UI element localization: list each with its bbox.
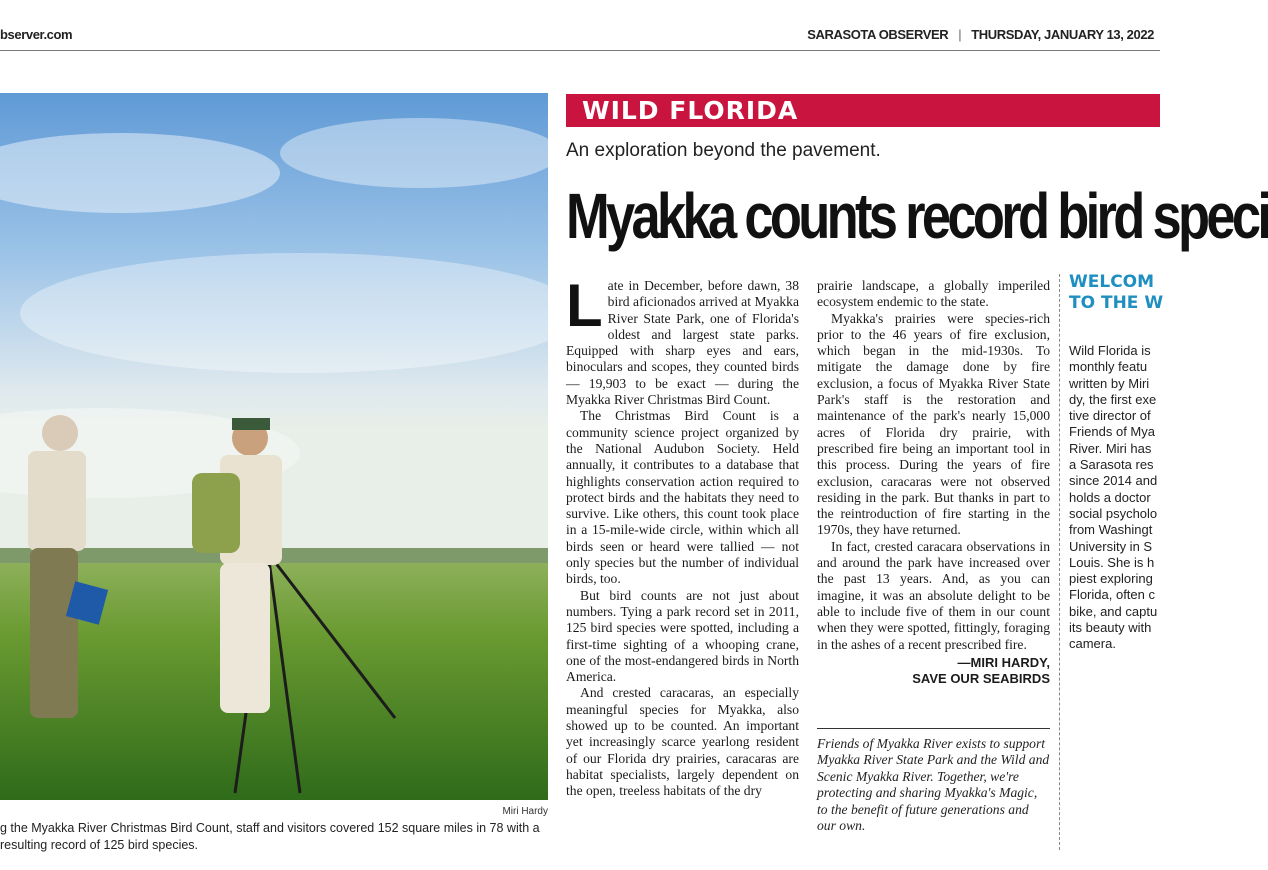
article-photo bbox=[0, 93, 548, 800]
section-tagline: An exploration beyond the pavement. bbox=[566, 140, 881, 161]
sidebar-line: monthly featu bbox=[1069, 359, 1148, 375]
photo-caption: g the Myakka River Christmas Bird Count, staff and visitors covered 152 square miles in 78 with a resulting record of 125 bird species. bbox=[0, 821, 540, 852]
sidebar-line: Louis. She is h bbox=[1069, 554, 1155, 570]
header-rule bbox=[0, 50, 1160, 51]
sidebar-line: dy, the first exe bbox=[1069, 391, 1157, 407]
sidebar-line: tive director of bbox=[1069, 408, 1151, 424]
sidebar-line: bike, and captu bbox=[1069, 603, 1158, 619]
photo-credit: Miri Hardy bbox=[502, 806, 548, 817]
article-paragraph: And crested caracaras, an especially meaningful species for Myakka, also showed up to be counted. An important yet increasingly scarce yearlong resident of our Florida dry prairies, caracaras are habitat specialists, largely dependent on the open, treeless habitats of the dry bbox=[566, 685, 799, 799]
sidebar-line: a Sarasota res bbox=[1069, 457, 1154, 473]
sidebar-line: University in S bbox=[1069, 538, 1153, 554]
sidebar-line: since 2014 and bbox=[1069, 473, 1158, 489]
folio-separator: | bbox=[958, 27, 962, 42]
sidebar-line: Wild Florida is bbox=[1069, 343, 1151, 358]
article-column-2 bbox=[817, 278, 1050, 687]
sidebar-line: River. Miri has bbox=[1069, 440, 1152, 456]
promo-text: Friends of Myakka River exists to support Myakka River State Park and the Wild and Scenic Myakka River. Together, we're protecting and sharing Myakka's Magic, to the benefit of future generations and our own. bbox=[817, 736, 1050, 834]
sidebar-title bbox=[1069, 272, 1163, 314]
sidebar-title-line: TO THE W bbox=[1069, 293, 1164, 313]
article-paragraph: But bird counts are not just about numbers. Tying a park record set in 2011, 125 bird species were spotted, including a first-time sighting of a whooping crane, one of the most-endangered birds in North America. bbox=[566, 587, 799, 685]
sidebar-line: camera. bbox=[1069, 636, 1116, 652]
sidebar-line: written by Miri bbox=[1069, 375, 1150, 391]
byline-org: SAVE OUR SEABIRDS bbox=[912, 670, 1050, 686]
article-paragraph: Late in December, before dawn, 38 bird aficionados arrived at Myakka River State Park, one of Florida's oldest and largest state parks. Equipped with sharp eyes and ears, binoculars and scopes, they counted birds — 19,903 to be exact — during the Myakka River Christmas Bird Count. bbox=[566, 272, 799, 408]
byline bbox=[817, 655, 1050, 687]
article-paragraph: In fact, crested caracara observations in and around the park have increased over the past 13 years. And, as you can imagine, it was an absolute delight to be able to include five of them in our count when they were spotted, fittingly, foraging in the ashes of a recent prescribed fire. bbox=[817, 538, 1050, 652]
sidebar-line: piest exploring bbox=[1069, 571, 1153, 587]
byline-name: —MIRI HARDY, bbox=[957, 654, 1050, 670]
sidebar-line: Florida, often c bbox=[1069, 587, 1155, 603]
drop-cap: L bbox=[566, 272, 603, 339]
article-paragraph: The Christmas Bird Count is a community science project organized by the National Audubon Society. Held annually, it contributes to a database that highlights conservation action required to protect birds and the habitats they need to survive. Like others, this count took place in a 15-mile-wide circle, within which all birds seen or heard were tallied — not only species but the number of individual birds, too. bbox=[566, 408, 799, 587]
promo-divider bbox=[817, 728, 1050, 729]
publication-name: SARASOTA OBSERVER bbox=[807, 27, 949, 42]
sidebar-title-line: WELCOM bbox=[1069, 272, 1155, 292]
site-url: bserver.com bbox=[0, 27, 73, 42]
column-divider bbox=[1059, 274, 1060, 850]
section-name: WILD FLORIDA bbox=[582, 96, 799, 125]
sidebar-line: its beauty with bbox=[1069, 620, 1152, 636]
sidebar-line: from Washingt bbox=[1069, 522, 1153, 538]
article-column-1 bbox=[566, 272, 799, 858]
article-paragraph: prairie landscape, a globally imperiled ecosystem endemic to the state. bbox=[817, 278, 1050, 310]
article-paragraph: Myakka's prairies were species-rich prior to the 46 years of fire exclusion, which began in the mid-1930s. To mitigate the damage done by fire exclusion, a focus of Myakka River State Park's staff is the restoration and maintenance of the park's nearly 15,000 acres of Florida dry prairie, with prescribed fire being an important tool in this process. During the years of fire exclusion, caracaras were not observed residing in the park. But thanks in part to the reintroduction of fire starting in the 1970s, they have returned. bbox=[817, 310, 1050, 538]
issue-date: THURSDAY, JANUARY 13, 2022 bbox=[971, 27, 1154, 42]
folio bbox=[807, 27, 1154, 42]
photo-illustration bbox=[0, 93, 548, 800]
sidebar-body bbox=[1069, 343, 1189, 653]
article-headline: Myakka counts record bird speci bbox=[566, 180, 1268, 252]
sidebar-line: holds a doctor bbox=[1069, 489, 1151, 505]
sidebar-line: Friends of Mya bbox=[1069, 424, 1155, 440]
sidebar-line: social psycholo bbox=[1069, 505, 1158, 521]
